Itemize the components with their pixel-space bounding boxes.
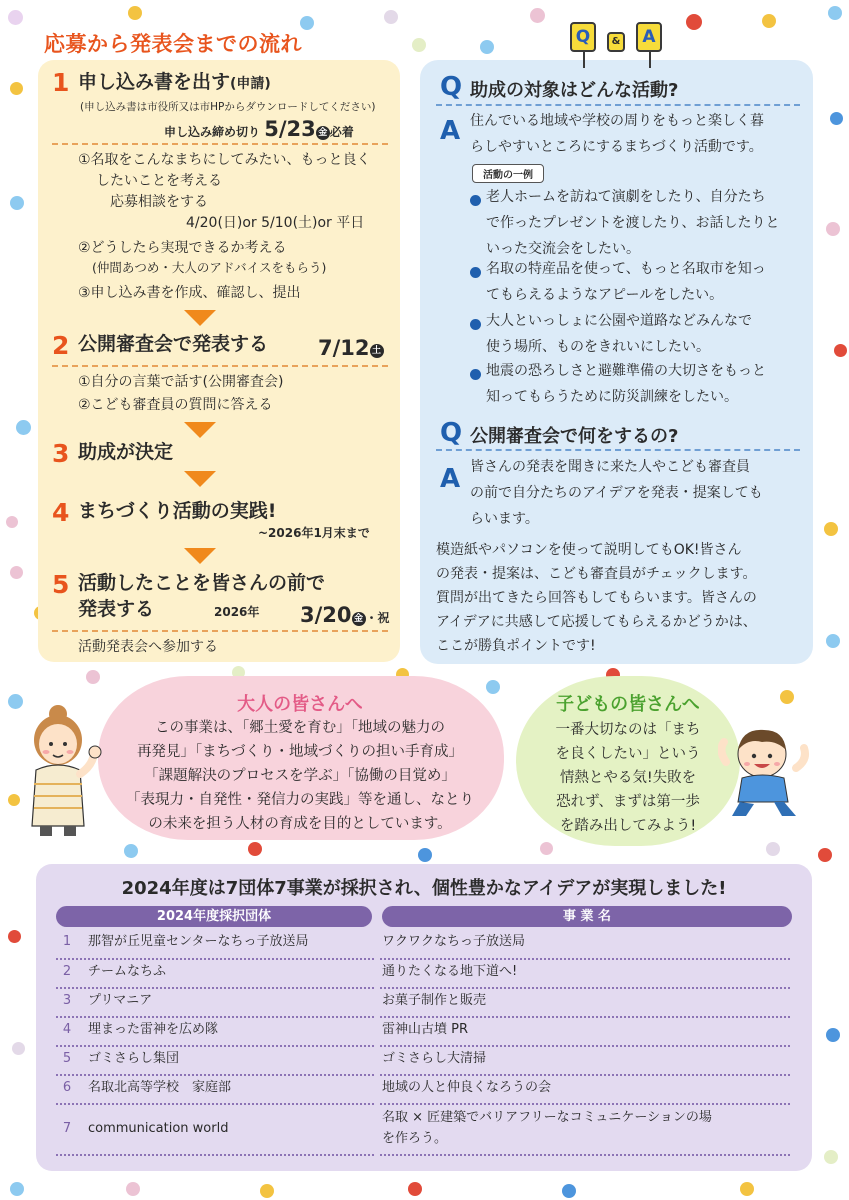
children-message-line-3: 情熱とやる気!失敗を (559, 770, 697, 786)
step-1-sub1-a: ①名取をこんなまちにしてみたい、もっと良く (78, 152, 371, 168)
step-4-number: 4 (52, 498, 70, 527)
bullet-icon (470, 195, 481, 206)
example-1-line-2: で作ったプレゼントを渡したり、お話したりと (486, 215, 780, 231)
flow-arrow-icon (184, 548, 216, 564)
table-cell-project: お菓子制作と販売 (382, 993, 487, 1008)
table-cell-project-cont: を作ろう。 (382, 1131, 448, 1146)
qa-sign-a: A (636, 22, 662, 52)
step-5-year: 2026年 (214, 605, 260, 619)
row-divider (56, 1016, 374, 1018)
divider (52, 365, 388, 367)
example-2-line-1: 名取の特産品を使って、もっと名取市を知っ (486, 261, 766, 277)
step-5-date (300, 600, 390, 630)
table-cell-group: プリマニア (88, 993, 153, 1008)
step-2-date-value: 7/12 (318, 336, 370, 360)
table-cell-group: communication world (88, 1121, 229, 1136)
step-5-day-badge: 金 (352, 612, 366, 626)
step-4-note: ~2026年1月末まで (258, 526, 370, 540)
row-divider (380, 1016, 790, 1018)
row-divider (56, 987, 374, 989)
table-row-number: 2 (62, 964, 72, 979)
a2-line-3: らいます。 (470, 511, 539, 527)
deadline-day-badge: 金 (316, 126, 330, 140)
table-cell-project: ワクワクなちっ子放送局 (382, 934, 526, 949)
row-divider (380, 1045, 790, 1047)
divider (52, 630, 388, 632)
deadline-label: 申し込み締め切り (164, 125, 261, 139)
flow-arrow-icon (184, 310, 216, 326)
step-2-sub2: ②こども審査員の質問に答える (78, 397, 273, 413)
a-letter: A (440, 464, 461, 494)
step-1-sub2-a: ②どうしたら実現できるか考える (78, 240, 287, 256)
step-1-sub3: ③申し込み書を作成、確認し、提出 (78, 285, 301, 301)
q2-title: 公開審査会で何をするの? (470, 426, 679, 447)
step-5-number: 5 (52, 570, 70, 599)
example-1-line-3: いった交流会をしたい。 (486, 241, 640, 257)
qa-para-line-3: 質問が出てきたら回答もしてもらいます。皆さんの (436, 590, 757, 606)
row-divider (380, 987, 790, 989)
bullet-icon (470, 267, 481, 278)
step-1-title-suffix: (申請) (230, 76, 271, 92)
row-divider (56, 958, 374, 960)
table-row-number: 6 (62, 1080, 72, 1095)
row-divider (380, 958, 790, 960)
flow-arrow-icon (184, 471, 216, 487)
qa-para-line-5: ここが勝負ポイントです! (436, 638, 596, 654)
table-row-number: 4 (62, 1022, 72, 1037)
deadline-date: 5/23 (264, 117, 316, 141)
adults-message-title: 大人の皆さんへ (237, 694, 363, 715)
step-1-sub1-c: 応募相談をする (110, 194, 208, 210)
adult-woman-illustration (22, 700, 108, 840)
row-divider (380, 1074, 790, 1076)
step-1-title-text: 申し込み書を出す (78, 71, 231, 93)
step-1-sub1-b: したいことを考える (96, 173, 222, 189)
q1-title: 助成の対象はどんな活動? (470, 80, 679, 101)
qa-para-line-2: の発表・提案は、こども審査員がチェックします。 (436, 566, 757, 582)
table-header-projects: 事 業 名 (382, 906, 792, 927)
divider (436, 449, 800, 451)
adults-message-line-4: 「表現力・自発性・発信力の実践」等を通し、なとり (126, 792, 474, 808)
example-label: 活動の一例 (472, 164, 544, 183)
table-row-number: 7 (62, 1121, 72, 1136)
step-1-deadline (164, 114, 354, 144)
row-divider (56, 1045, 374, 1047)
a2-line-1: 皆さんの発表を聞きに来た人やこども審査員 (470, 459, 750, 475)
table-header-groups: 2024年度採択団体 (56, 906, 372, 927)
step-1-sub1-d: 4/20(日)or 5/10(土)or 平日 (186, 215, 365, 231)
table-cell-group: 埋まった雷神を広め隊 (88, 1022, 219, 1037)
row-divider (380, 1103, 790, 1105)
children-message-title: 子どもの皆さんへ (556, 694, 700, 715)
children-message-line-1: 一番大切なのは「まち (555, 722, 701, 738)
table-cell-project: 地域の人と仲良くなろうの会 (382, 1080, 552, 1095)
children-message-line-4: 恐れず、まずは第一歩 (556, 794, 700, 810)
step-1-title (78, 70, 271, 96)
table-cell-project: 雷神山古墳 PR (382, 1022, 469, 1037)
step-2-number: 2 (52, 331, 70, 360)
row-divider (56, 1074, 374, 1076)
adults-message-line-2: 再発見」「まちづくり・地域づくりの担い手育成」 (136, 744, 464, 760)
step-2-title: 公開審査会で発表する (78, 333, 269, 355)
step-3-title: 助成が決定 (78, 441, 174, 463)
table-row-number: 3 (62, 993, 72, 1008)
qa-sign-q: Q (570, 22, 596, 52)
step-1-note: (申し込み書は市役所又は市HPからダウンロードしてください) (80, 101, 376, 113)
step-3-number: 3 (52, 439, 70, 468)
step-1-number: 1 (52, 68, 70, 97)
q-letter: Q (440, 418, 463, 448)
adults-message-line-3: 「課題解決のプロセスを学ぶ」「協働の目覚め」 (144, 768, 456, 784)
qa-para-line-4: アイデアに共感して応援してもらえるかどうかは、 (436, 614, 757, 630)
table-cell-group: 那智が丘児童センターなちっ子放送局 (88, 934, 309, 949)
children-message-line-5: を踏み出してみよう! (559, 818, 697, 834)
step-5-title-b: 発表する (78, 598, 155, 620)
divider (52, 143, 388, 145)
step-5-title-a: 活動したことを皆さんの前で (78, 572, 326, 594)
step-2-sub1: ①自分の言葉で話す(公開審査会) (78, 374, 284, 390)
row-divider (56, 1154, 374, 1156)
step-5-date-value: 3/20 (300, 603, 352, 627)
step-4-title: まちづくり活動の実践! (78, 500, 277, 522)
example-4-line-1: 地震の恐ろしさと避難準備の大切さをもっと (486, 363, 766, 379)
table-cell-group: 名取北高等学校 家庭部 (88, 1080, 232, 1095)
flow-title: 応募から発表会までの流れ (44, 32, 302, 56)
adults-message-line-1: この事業は、「郷土愛を育む」「地域の魅力の (155, 720, 445, 736)
step-1-sub2-b: (仲間あつめ・大人のアドバイスをもらう) (92, 260, 327, 275)
divider (436, 104, 800, 106)
q-letter: Q (440, 72, 463, 102)
row-divider (380, 1154, 790, 1156)
a1-line-1: 住んでいる地域や学校の周りをもっと楽しく暮 (470, 113, 764, 129)
table-cell-project: 通りたくなる地下道へ! (382, 964, 518, 979)
table-cell-group: ゴミさらし集団 (88, 1051, 180, 1066)
table-cell-project: 名取 × 匠建築でバリアフリーなコミュニケーションの場 (382, 1110, 712, 1125)
step-2-day-badge: 土 (370, 344, 384, 358)
bullet-icon (470, 369, 481, 380)
example-1-line-1: 老人ホームを訪ねて演劇をしたり、自分たち (486, 189, 766, 205)
row-divider (56, 1103, 374, 1105)
bullet-icon (470, 319, 481, 330)
example-4-line-2: 知ってもらうために防災訓練をしたい。 (486, 389, 738, 405)
a-letter: A (440, 116, 461, 146)
table-cell-project: ゴミさらし大清掃 (382, 1051, 487, 1066)
children-message-line-2: を良くしたい」という (555, 746, 701, 762)
step-5-note: 活動発表会へ参加する (78, 639, 218, 655)
a1-line-2: らしやすいところにするまちづくり活動です。 (470, 139, 763, 155)
example-3-line-1: 大人といっしょに公園や道路などみんなで (486, 313, 752, 329)
qa-sign-amp: & (607, 32, 625, 52)
example-3-line-2: 使う場所、ものをきれいにしたい。 (486, 339, 710, 355)
child-boy-illustration (718, 720, 810, 820)
flow-arrow-icon (184, 422, 216, 438)
deadline-suffix: 必着 (329, 125, 354, 139)
step-2-date (318, 333, 384, 363)
step-5-day-suffix: ・祝 (365, 611, 390, 625)
example-2-line-2: てもらえるようなアピールをしたい。 (486, 287, 724, 303)
table-title: 2024年度は7団体7事業が採択され、個性豊かなアイデアが実現しました! (121, 878, 727, 899)
a2-line-2: の前で自分たちのアイデアを発表・提案しても (470, 485, 763, 501)
table-row-number: 5 (62, 1051, 72, 1066)
table-cell-group: チームなちふ (88, 964, 167, 979)
table-row-number: 1 (62, 934, 72, 949)
adults-message-line-5: の未来を担う人材の育成を目的としています。 (148, 816, 452, 832)
qa-para-line-1: 模造紙やパソコンを使って説明してもOK!皆さん (436, 542, 742, 558)
